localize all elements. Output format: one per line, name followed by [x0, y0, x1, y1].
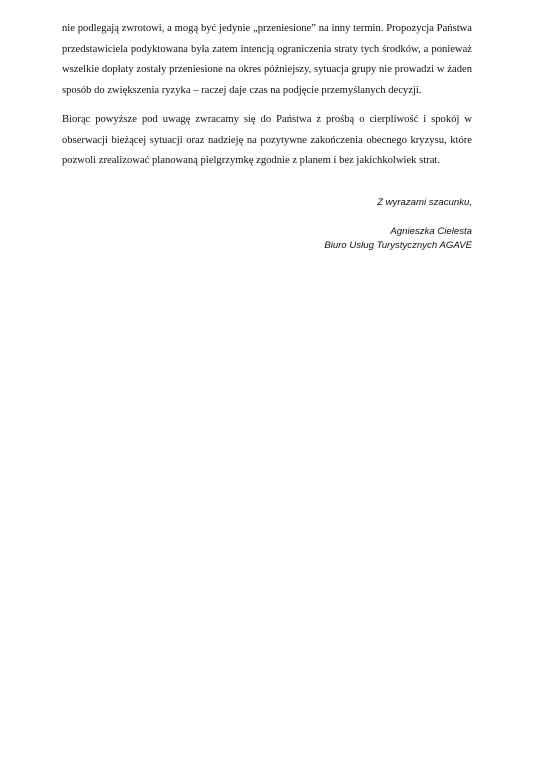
letter-body [62, 19, 472, 181]
paragraph-refund-info: nie podlegają zwrotowi, a mogą być jedynie „przeniesione” na inny termin. Propozycja Państwa przedstawiciela podyktowana była zatem intencją ograniczenia straty tych środków, a ponieważ wszelkie dopłaty zostały przeniesione na okres późniejszy, sytuacja grupy nie prowadzi w żaden sposób do zwiększenia ryzyka – raczej daje czas na podjęcie przemyślanych decyzji. [62, 23, 472, 96]
signature-block [172, 225, 472, 253]
closing-block [172, 196, 472, 210]
signature-company: Biuro Usług Turystycznych AGAVE [324, 240, 472, 251]
closing-salutation: Z wyrazami szacunku, [377, 197, 472, 208]
signature-name: Agnieszka Cielesta [390, 226, 472, 237]
paragraph-request: Biorąc powyższe pod uwagę zwracamy się do Państwa z prośbą o cierpliwość i spokój w obserwacji bieżącej sytuacji oraz nadzieję na pozytywne zakończenia obecnego kryzysu, które pozwoli zrealizować planowaną pielgrzymkę zgodnie z planem i bez jakichkolwiek strat. [62, 114, 472, 166]
